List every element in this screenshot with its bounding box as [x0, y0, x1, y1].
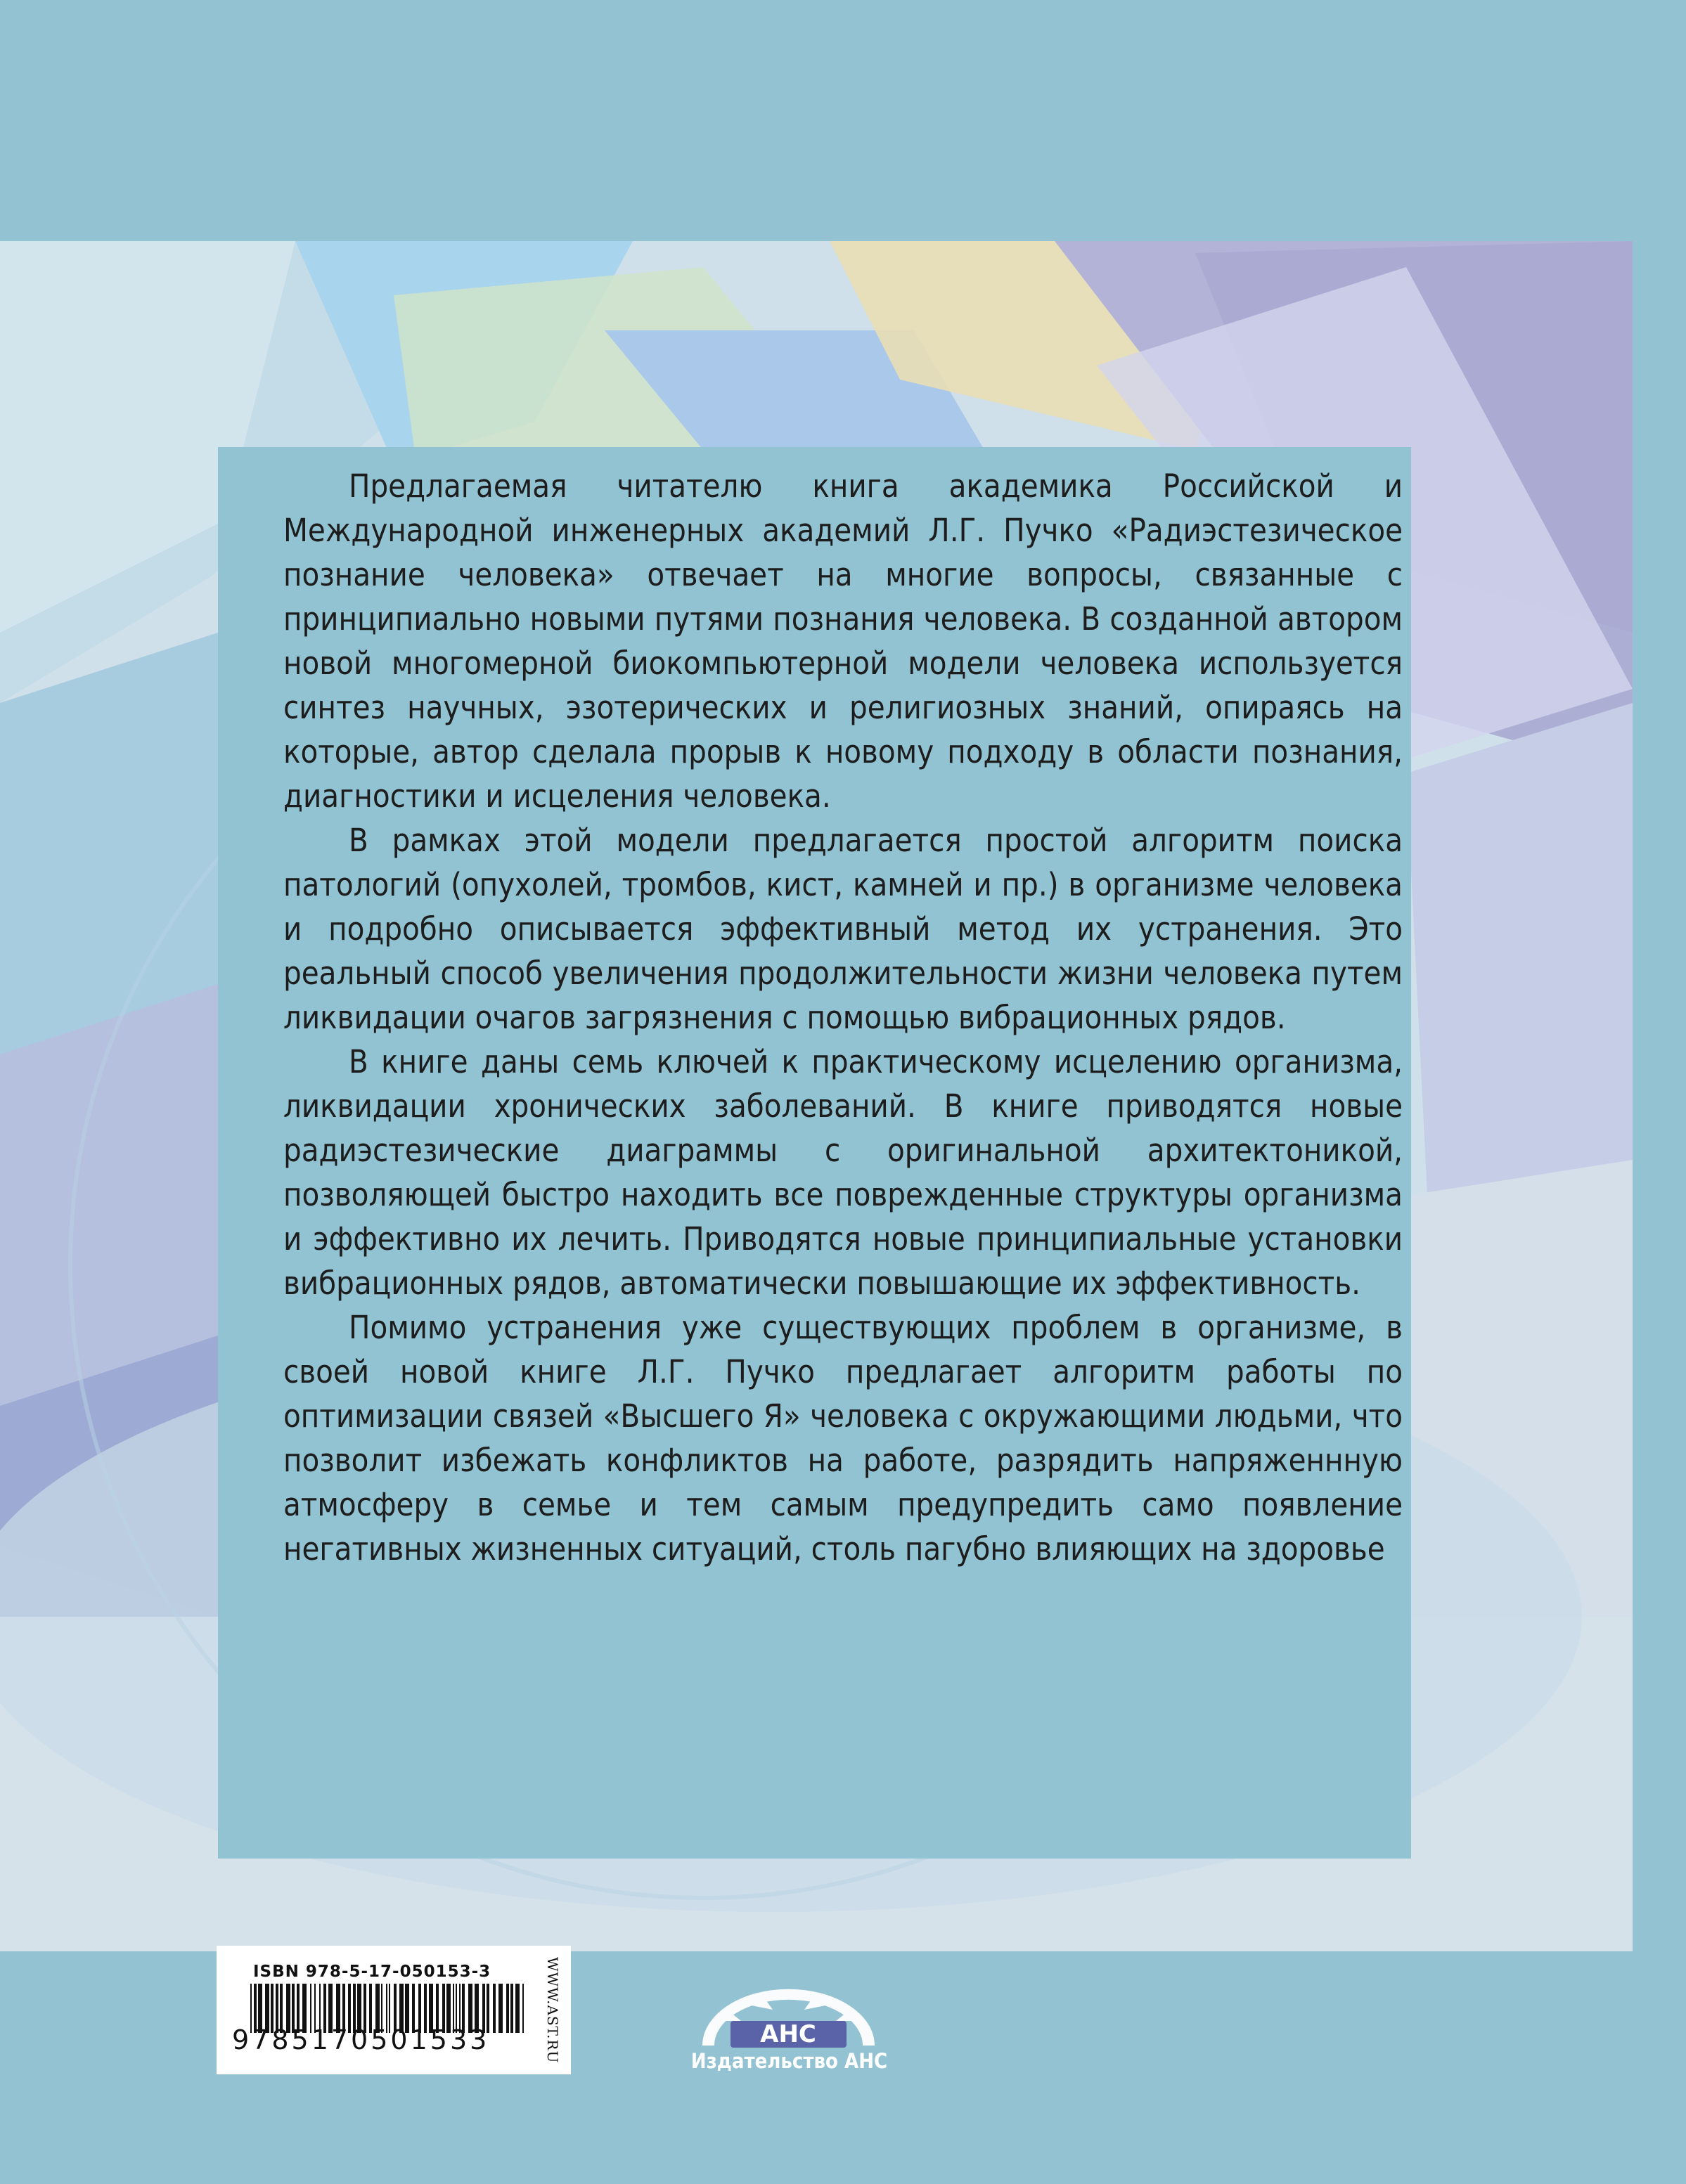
paragraph-3: В книге даны семь ключей к практическому исцелению организма, ликвидации хронических заболеваний. В книге приводятся новые радиэстезические диаграммы с оригинальной архитектоникой, позволяющей быстро находить все поврежденные структуры организма и эффективно их лечить. Приводятся новые принципиальные установки вибрационных рядов, автоматически повышающие их эффективность.	[283, 1043, 1403, 1302]
barcode-number: 9785170501533	[232, 2024, 490, 2055]
description-text	[283, 464, 1403, 1571]
logo-text: АНС	[760, 2020, 816, 2048]
paragraph-1: Предлагаемая читателю книга академика Российской и Международной инженерных академий Л.Г. Пучко «Радиэстезическое познание человека» отвечает на многие вопросы, связанные с принципиально новыми путями познания человека. В созданной автором новой многомерной биокомпьютерной модели человека используется синтез научных, эзотерических и религиозных знаний, опираясь на которые, автор сделала прорыв к новому подходу в области познания, диагностики и исцеления человека.	[283, 467, 1403, 815]
isbn-barcode-block	[217, 1946, 571, 2074]
website-label: WWW.AST.RU	[544, 1957, 561, 2064]
publisher-caption: Издательство АНС	[690, 2049, 888, 2073]
isbn-label: ISBN 978-5-17-050153-3	[253, 1963, 491, 1981]
paragraph-4: Помимо устранения уже существующих проблем в организме, в своей новой книге Л.Г. Пучко предлагает алгоритм работы по оптимизации связей «Высшего Я» человека с окружающими людьми, что позволит избежать конфликтов на работе, разрядить напряженнную атмосферу в семье и тем самым предупредить само появление негативных жизненных ситуаций, столь пагубно влияющих на здоровье	[283, 1309, 1403, 1568]
description-panel	[218, 447, 1411, 1859]
paragraph-2: В рамках этой модели предлагается простой алгоритм поиска патологий (опухолей, тромбов, кист, камней и пр.) в организме человека и подробно описывается эффективный метод их устранения. Это реальный способ увеличения продолжительности жизни человека путем ликвидации очагов загрязнения с помощью вибрационных рядов.	[283, 822, 1403, 1036]
